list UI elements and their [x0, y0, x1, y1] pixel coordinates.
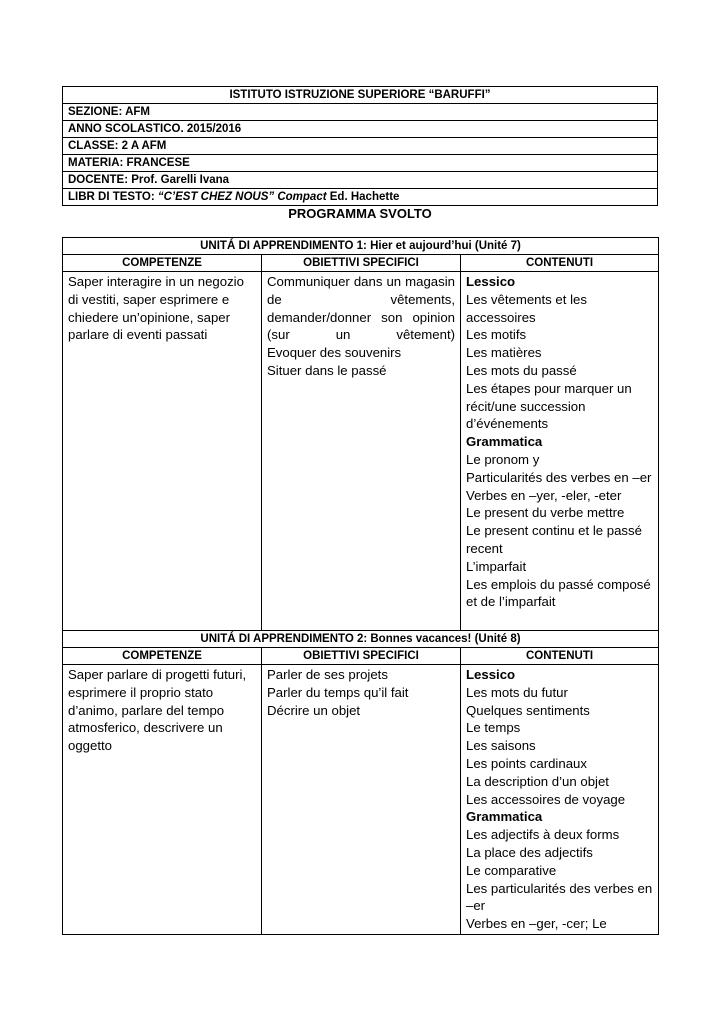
column-header-competenze: COMPETENZE — [63, 648, 262, 665]
content-item: Les mots du passé — [466, 362, 577, 378]
textbook-publisher: Ed. Hachette — [326, 191, 400, 203]
textbook-title: “C’EST CHEZ NOUS” Compact — [157, 191, 327, 203]
content-item: Les saisons — [466, 738, 536, 754]
column-header-contenuti: CONTENUTI — [461, 648, 659, 665]
unit-2-heading: UNITÁ DI APPRENDIMENTO 2: Bonnes vacances! (Unité 8) — [63, 631, 659, 648]
content-item: Le present continu et le passé recent — [466, 523, 642, 556]
content-item: Les vêtements et les accessoires — [466, 291, 587, 325]
content-item: Les accessoires de voyage — [466, 791, 626, 807]
content-item: Quelques sentiments — [466, 702, 590, 718]
unit-2-competenze: Saper parlare di progetti futuri, esprimere il proprio stato d’animo, parlare del tempo atmosferico, descrivere un oggetto — [63, 665, 262, 935]
column-header-obiettivi: OBIETTIVI SPECIFICI — [262, 648, 461, 665]
objective-item: Parler de ses projets — [267, 667, 388, 682]
content-item: Verbes en –ger, -cer; Le — [466, 916, 607, 932]
grammatica-label: Grammatica — [466, 434, 543, 450]
content-item: Le temps — [466, 720, 521, 736]
class-field: CLASSE: 2 A AFM — [63, 138, 658, 155]
unit-2-contenuti — [461, 665, 659, 935]
textbook-field — [63, 189, 658, 206]
content-item: Les adjectifs à deux forms — [466, 827, 620, 843]
objective-item: Communiquer dans un magasin de vêtements, demander/donner son opinion (sur un vêtement) — [267, 274, 455, 343]
unit-1-competenze: Saper interagire in un negozio di vestiti, saper esprimere e chiedere un’opinione, saper parlare di eventi passati — [63, 272, 262, 631]
objective-item: Décrire un objet — [267, 702, 361, 718]
content-item: Particularités des verbes en –er — [466, 469, 652, 485]
content-item: Les points cardinaux — [466, 755, 587, 771]
objective-item: Situer dans le passé — [267, 362, 387, 378]
content-item: Les emplois du passé composé et de l’imparfait — [466, 576, 651, 610]
unit-2-obiettivi — [262, 665, 461, 935]
course-info-table — [62, 86, 658, 206]
program-table — [62, 237, 659, 935]
school-year-field: ANNO SCOLASTICO. 2015/2016 — [63, 121, 658, 138]
unit-1-obiettivi — [262, 272, 461, 631]
content-item: La place des adjectifs — [466, 844, 593, 860]
content-item: Le pronom y — [466, 451, 540, 467]
content-item: Les motifs — [466, 327, 527, 343]
content-item: Les particularités des verbes en –er — [466, 880, 653, 914]
page-title: PROGRAMMA SVOLTO — [288, 206, 432, 221]
content-item: Les matières — [466, 345, 542, 361]
teacher-field: DOCENTE: Prof. Garelli Ivana — [63, 172, 658, 189]
content-item: Les étapes pour marquer un récit/une succession d’événements — [466, 380, 632, 432]
unit-1-contenuti — [461, 272, 659, 631]
subject-field: MATERIA: FRANCESE — [63, 155, 658, 172]
column-header-contenuti: CONTENUTI — [461, 255, 659, 272]
content-item: La description d’un objet — [466, 773, 609, 789]
lessico-label: Lessico — [466, 667, 516, 682]
section-field: SEZIONE: AFM — [63, 104, 658, 121]
objective-item: Parler du temps qu’il fait — [267, 684, 409, 700]
school-name: ISTITUTO ISTRUZIONE SUPERIORE “BARUFFI” — [63, 87, 658, 104]
objective-item: Evoquer des souvenirs — [267, 345, 402, 361]
textbook-prefix: LIBR DI TESTO: — [68, 191, 158, 203]
column-header-obiettivi: OBIETTIVI SPECIFICI — [262, 255, 461, 272]
content-item: Verbes en –yer, -eler, -eter — [466, 487, 622, 503]
unit-1-heading: UNITÁ DI APPRENDIMENTO 1: Hier et aujourd’hui (Unité 7) — [63, 238, 659, 255]
content-item: Les mots du futur — [466, 684, 568, 700]
content-item: L’imparfait — [466, 558, 527, 574]
column-header-competenze: COMPETENZE — [63, 255, 262, 272]
lessico-label: Lessico — [466, 274, 516, 289]
content-item: Le comparative — [466, 862, 557, 878]
grammatica-label: Grammatica — [466, 809, 543, 825]
content-item: Le present du verbe mettre — [466, 505, 625, 521]
